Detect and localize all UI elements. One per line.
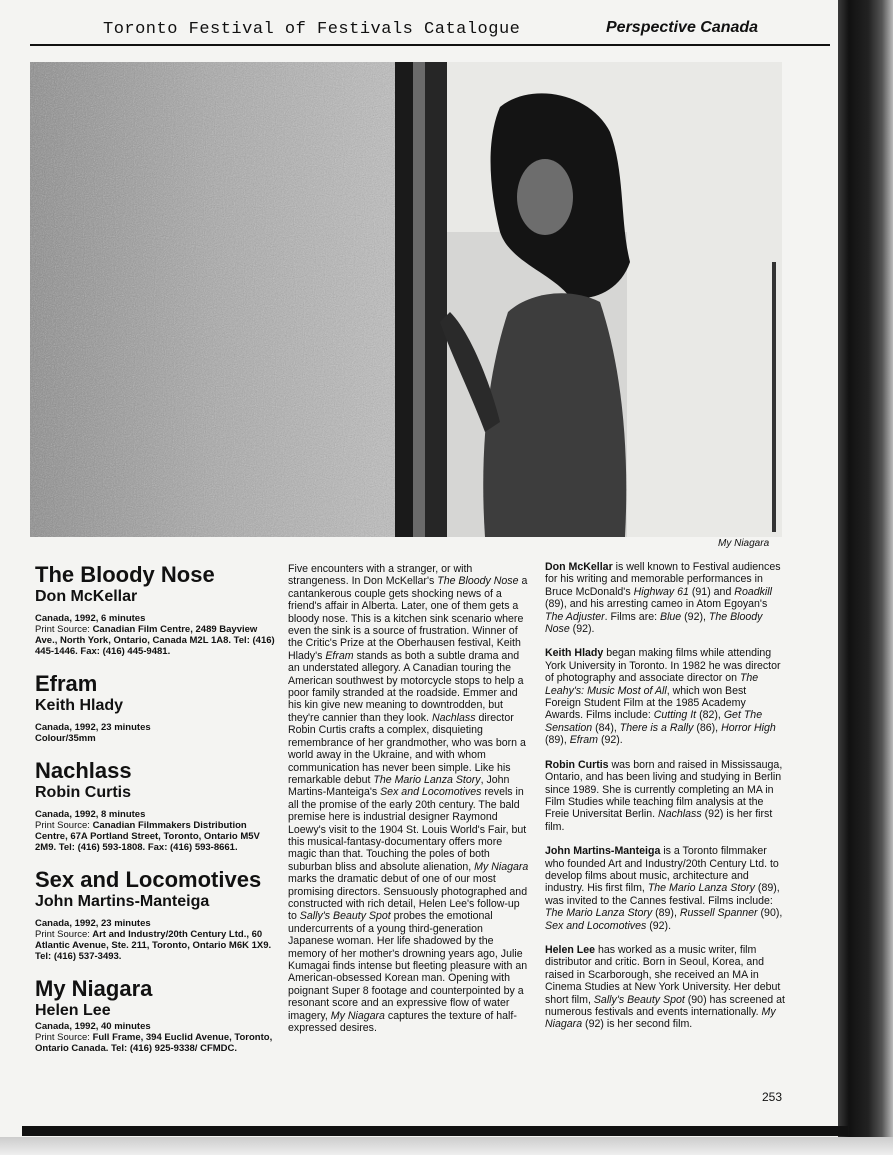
- film-details: [35, 613, 280, 657]
- film-country-year-length: Canada, 1992, 8 minutes: [35, 809, 146, 820]
- header-rule: [30, 44, 830, 46]
- film-country-year-length: Canada, 1992, 23 minutes: [35, 918, 151, 929]
- film-director: Keith Hlady: [35, 697, 124, 714]
- print-source: [35, 624, 280, 657]
- bio-name: Keith Hlady: [545, 647, 604, 660]
- film-still-image-icon: [30, 62, 782, 537]
- film-title: Sex and Locomotives: [35, 867, 262, 892]
- print-source-text: Art and Industry/20th Century Ltd., 60 Atlantic Avenue, Ste. 211, Toronto, Ontario M6K 1X9. Tel: (416) 537-3493.: [35, 929, 272, 962]
- photo-caption: My Niagara: [718, 538, 770, 549]
- film-title: The Bloody Nose: [35, 562, 215, 587]
- print-source: [35, 929, 280, 962]
- film-still-photo: [30, 62, 782, 537]
- page-number: 253: [762, 1090, 783, 1104]
- film-reference: My Niagara: [474, 860, 529, 873]
- director-bio: Keith Hlady began making films while attending York University in Toronto. In 1982 he was director of photography and associate director on The Leahy's: Music Most of All, which won Best Foreign Student Film at the 1985 Academy Awards. Films include: Cutting It (82), Get The Sensation (84), There is a Rally (86), Horror High (89), Efram (92).: [545, 647, 781, 747]
- film-reference: Sally's Beauty Spot: [299, 910, 391, 923]
- film-reference: The Bloody Nose: [437, 575, 519, 588]
- film-director: Don McKellar: [35, 588, 138, 605]
- film-title: My Niagara: [35, 976, 153, 1001]
- film-director: John Martins-Manteiga: [35, 893, 210, 910]
- film-reference: My Niagara: [330, 1009, 385, 1022]
- director-bio: Helen Lee has worked as a music writer, film distributor and critic. Born in Seoul, Korea, and raised in Scarborough, she received an MA in Cinema Studies at New York University. Her debut short film, Sally's Beauty Spot (90) has screened at numerous festivals and events internationally. My Niagara (92) is her second film.: [545, 943, 785, 1031]
- print-source-text: Canadian Film Centre, 2489 Bayview Ave., North York, Ontario, Canada M2L 1A8. Tel: (416) 445-1446. Fax: (416) 445-9481.: [35, 624, 275, 657]
- film-credits-column: [35, 562, 280, 1068]
- print-source-label: Print Source:: [35, 929, 90, 940]
- scan-shadow: [0, 1137, 893, 1155]
- director-bio: John Martins-Manteiga is a Toronto filmmaker who founded Art and Industry/20th Century Ltd. to develop films about music, architecture and industry. His first film, The Mario Lanza Story (89), was invited to the Cannes festival. Films include: The Mario Lanza Story (89), Russell Spanner (90), Sex and Locomotives (92).: [545, 845, 783, 932]
- print-source: [35, 1032, 280, 1054]
- film-reference: Nachlass: [431, 711, 476, 724]
- print-source-label: Print Source:: [35, 820, 90, 831]
- film-director: Robin Curtis: [35, 784, 131, 801]
- film-reference: Efram: [325, 649, 354, 662]
- print-source-text: Full Frame, 394 Euclid Avenue, Toronto, Ontario Canada. Tel: (416) 925-9338/ CFMDC.: [35, 1032, 273, 1054]
- bio-name: Don McKellar: [545, 561, 613, 573]
- print-source-text: Canadian Filmmakers Distribution Centre, 67A Portland Street, Toronto, Ontario M5V 2M9. Tel: (416) 593-1808. Fax: (416) 593-8661.: [35, 820, 260, 853]
- film-details: [35, 918, 280, 962]
- film-title: Nachlass: [35, 758, 132, 783]
- bio-name: Robin Curtis: [545, 758, 609, 771]
- page-binding-edge: [838, 0, 893, 1155]
- film-entry: [35, 758, 280, 853]
- film-details: [35, 809, 280, 853]
- section-title: Perspective Canada: [606, 19, 759, 36]
- director-bio: Robin Curtis was born and raised in Mississauga, Ontario, and has been living and studying in Berlin since 1989. She is currently completing an MA in Film Studies while teaching film analysis at the Freie Universitat Berlin. Nachlass (92) is her first film.: [545, 758, 783, 833]
- film-director: Helen Lee: [35, 1002, 111, 1019]
- bio-name: John Martins-Manteiga: [545, 845, 661, 858]
- film-entry: [35, 671, 280, 744]
- film-country-year-length: Canada, 1992, 40 minutes: [35, 1021, 151, 1032]
- bio-name: Helen Lee: [545, 943, 596, 956]
- film-entry: [35, 562, 280, 657]
- catalogue-title: Toronto Festival of Festivals Catalogue: [103, 20, 521, 39]
- print-source: [35, 820, 280, 853]
- film-entry: [35, 976, 280, 1054]
- director-bios: [545, 561, 785, 1043]
- film-reference: Sex and Locomotives: [380, 786, 482, 799]
- film-details: [35, 722, 280, 744]
- film-entry: [35, 867, 280, 962]
- program-description: Five encounters with a stranger, or with strangeness. In Don McKellar's The Bloody Nose a cantankerous couple gets shocking news of a friend's affair in Alberta. Later, one of them gets a bloody nose. This is a kitchen sink scenario where even the sink is a source of frustration. Winner of the Critic's Prize at the Oberhausen festival, Keith Hlady's Efram stands as both a subtle drama and an understated allegory. A Canadian touring the American southwest by motorcycle stops to help a poor family stranded at the roadside. Emmer and his kin give new meaning to downtrodden, but they're cannier than they look. Nachlass director Robin Curtis crafts a complex, disquieting remembrance of her grandmother, who was born a world away in the Ukraine, and with whom communication has never been simple. Like his remarkable debut The Mario Lanza Story, John Martins-Manteiga's Sex and Locomotives revels in all the promise of the early 20th century. The bald premise here is industrial designer Raymond Loewy's visit to the 1904 St. Louis World's Fair, but this musical-fantasy-documentary offers more magic than that. Touching the poles of both suburban bliss and absolute alienation, My Niagara marks the dramatic debut of one of our most promising directors. Sensuously photographed and constructed with rich detail, Helen Lee's follow-up to Sally's Beauty Spot probes the emotional undercurrents of a young third-generation Japanese woman. Her life shadowed by the memory of her mother's drowning years ago, Julie Kumagai finds intense but fleeting pleasure with an American-obsessed Korean man. Opening with poignant Super 8 footage and counterpointed by a resonant score and an expressive flow of water imagery, My Niagara captures the texture of half-expressed desires.: [288, 563, 529, 1035]
- film-title: Efram: [35, 671, 98, 696]
- print-source-label: Print Source:: [35, 624, 90, 635]
- film-reference: The Mario Lanza Story: [373, 773, 481, 786]
- film-details: [35, 1021, 280, 1054]
- film-country-year-length: Canada, 1992, 23 minutes: [35, 722, 151, 733]
- print-source-label: Print Source:: [35, 1032, 90, 1043]
- film-country-year-length: Canada, 1992, 6 minutes: [35, 613, 146, 624]
- director-bio: Don McKellar is well known to Festival audiences for his writing and memorable performances in Bruce McDonald's Highway 61 (91) and Roadkill (89), and his arresting cameo in Atom Egoyan's The Adjuster. Films are: Blue (92), The Bloody Nose (92).: [545, 561, 781, 636]
- bottom-rule: [22, 1126, 848, 1136]
- film-format: Colour/35mm: [35, 733, 96, 744]
